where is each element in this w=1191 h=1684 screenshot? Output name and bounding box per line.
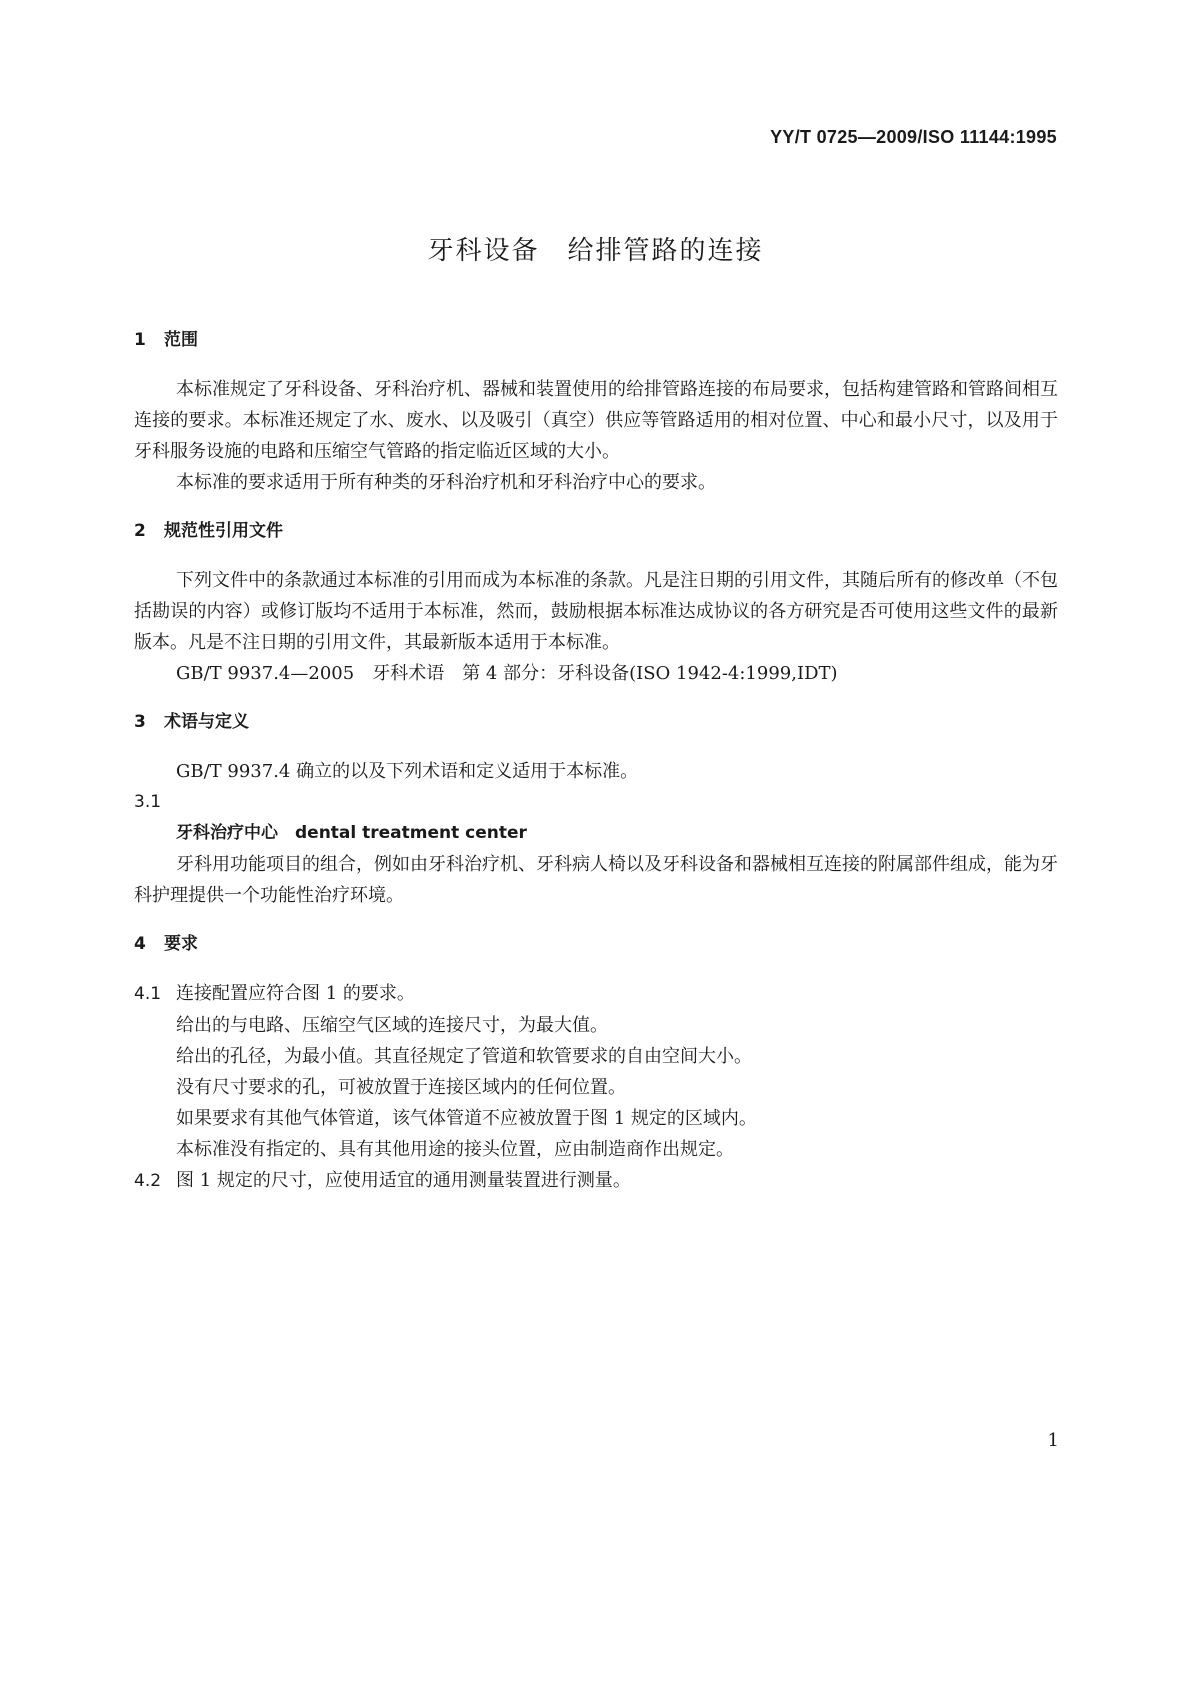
subclause-4-2	[134, 1165, 1058, 1197]
section-title: 规范性引用文件	[164, 521, 283, 541]
requirement-line: 没有尺寸要求的孔，可被放置于连接区域内的任何位置。	[176, 1077, 626, 1098]
requirement-line: 给出的孔径，为最小值。其直径规定了管道和软管要求的自由空间大小。	[176, 1046, 752, 1067]
section-2-heading	[134, 516, 1058, 547]
paragraph: 下列文件中的条款通过本标准的引用而成为本标准的条款。凡是注日期的引用文件，其随后所有的修改单（不包括勘误的内容）或修订版均不适用于本标准，然而，鼓励根据本标准达成协议的各方研究是否可使用这些文件的最新版本。凡是不注日期的引用文件，其最新版本适用于本标准。	[134, 570, 1058, 653]
section-number: 2	[134, 521, 146, 541]
requirement-line: 本标准没有指定的、具有其他用途的接头位置，应由制造商作出规定。	[176, 1139, 734, 1160]
term-definition: 牙科用功能项目的组合，例如由牙科治疗机、牙科病人椅以及牙科设备和器械相互连接的附属部件组成，能为牙科护理提供一个功能性治疗环境。	[134, 854, 1058, 906]
normative-reference: GB/T 9937.4—2005 牙科术语 第 4 部分：牙科设备(ISO 1942-4:1999,IDT)	[176, 663, 838, 684]
section-title: 术语与定义	[164, 712, 249, 732]
section-number: 4	[134, 934, 146, 954]
requirement-line: 给出的与电路、压缩空气区域的连接尺寸，为最大值。	[176, 1015, 608, 1036]
document-title: 牙科设备 给排管路的连接	[427, 236, 764, 266]
term-entry: 牙科治疗中心 dental treatment center	[176, 823, 527, 843]
section-4-heading	[134, 929, 1058, 960]
standard-code: YY/T 0725—2009/ISO 11144:1995	[770, 127, 1057, 147]
section-1-heading	[134, 325, 1058, 356]
subclause-text: 图 1 规定的尺寸，应使用适宜的通用测量装置进行测量。	[176, 1170, 631, 1191]
document-body	[134, 325, 1058, 1197]
subclause-number: 4.2	[134, 1171, 162, 1191]
requirement-line: 如果要求有其他气体管道，该气体管道不应被放置于图 1 规定的区域内。	[176, 1108, 757, 1129]
subclause-number: 4.1	[134, 984, 162, 1004]
paragraph: 本标准规定了牙科设备、牙科治疗机、器械和装置使用的给排管路连接的布局要求，包括构建管路和管路间相互连接的要求。本标准还规定了水、废水、以及吸引（真空）供应等管路适用的相对位置、中心和最小尺寸，以及用于牙科服务设施的电路和压缩空气管路的指定临近区域的大小。	[134, 379, 1058, 462]
subclause-text: 连接配置应符合图 1 的要求。	[176, 983, 415, 1004]
page-number: 1	[1047, 1430, 1059, 1451]
paragraph: GB/T 9937.4 确立的以及下列术语和定义适用于本标准。	[176, 761, 639, 782]
section-number: 1	[134, 330, 146, 350]
section-title: 要求	[164, 934, 198, 954]
section-3-heading	[134, 707, 1058, 738]
clause-number: 3.1	[134, 792, 162, 812]
section-number: 3	[134, 712, 146, 732]
paragraph: 本标准的要求适用于所有种类的牙科治疗机和牙科治疗中心的要求。	[176, 472, 716, 493]
subclause-4-1	[134, 978, 1058, 1010]
section-title: 范围	[164, 330, 198, 350]
